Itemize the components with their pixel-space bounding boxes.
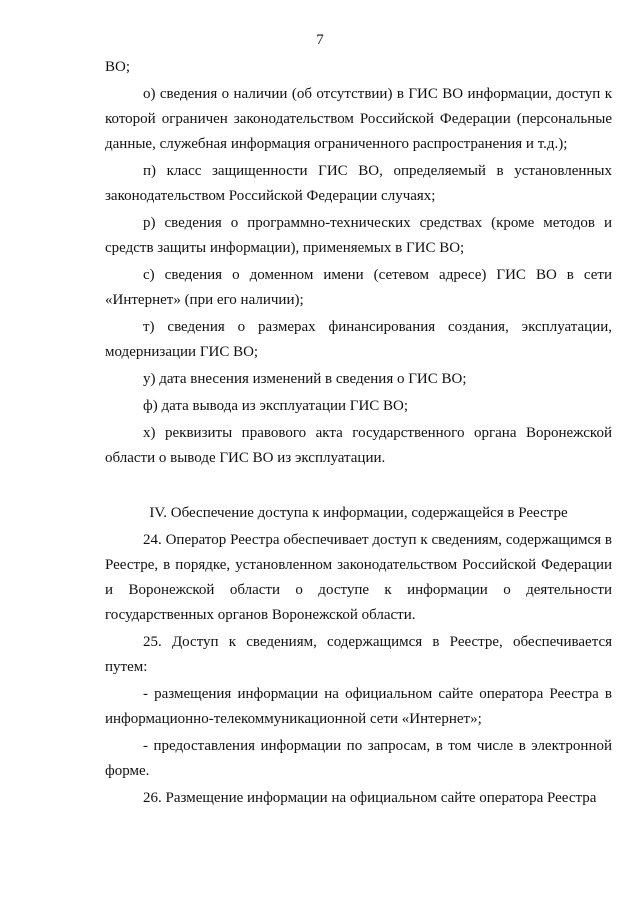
list-item-u: у) дата внесения изменений в сведения о ГИС ВО; [143, 371, 467, 387]
bullet-website: - размещения информации на официальном сайте оператора Реестра в информационно-телекоммуникационной сети «Интернет»; [105, 686, 612, 727]
list-item-f: ф) дата вывода из эксплуатации ГИС ВО; [143, 398, 409, 414]
page-number: 7 [316, 32, 324, 48]
list-item-kh: х) реквизиты правового акта государственного органа Воронежской области о выводе ГИС ВО из эксплуатации. [105, 425, 612, 466]
section-heading: IV. Обеспечение доступа к информации, содержащейся в Реестре [149, 505, 568, 521]
paragraph-25: 25. Доступ к сведениям, содержащимся в Реестре, обеспечивается путем: [105, 634, 612, 675]
list-item-p: п) класс защищенности ГИС ВО, определяемый в установленных законодательством Российской Федерации случаях; [105, 163, 612, 204]
paragraph-continuation: ВО; [105, 59, 131, 75]
document-body [105, 55, 612, 813]
bullet-requests: - предоставления информации по запросам, в том числе в электронной форме. [105, 738, 612, 779]
paragraph-26: 26. Размещение информации на официальном сайте оператора Реестра [143, 790, 597, 806]
list-item-s: с) сведения о доменном имени (сетевом адресе) ГИС ВО в сети «Интернет» (при его наличии); [105, 267, 612, 308]
list-item-r: р) сведения о программно-технических средствах (кроме методов и средств защиты информации), применяемых в ГИС ВО; [105, 215, 612, 256]
paragraph-24: 24. Оператор Реестра обеспечивает доступ к сведениям, содержащимся в Реестре, в порядке, установленном законодательством Российской Федерации и Воронежской области о доступе к информации о деятельности государственных органов Воронежской области. [105, 532, 612, 623]
list-item-t: т) сведения о размерах финансирования создания, эксплуатации, модернизации ГИС ВО; [105, 319, 612, 360]
list-item-o: о) сведения о наличии (об отсутствии) в ГИС ВО информации, доступ к которой ограничен законодательством Российской Федерации (персональные данные, служебная информация ограниченного распространения и т.д.); [105, 86, 612, 152]
